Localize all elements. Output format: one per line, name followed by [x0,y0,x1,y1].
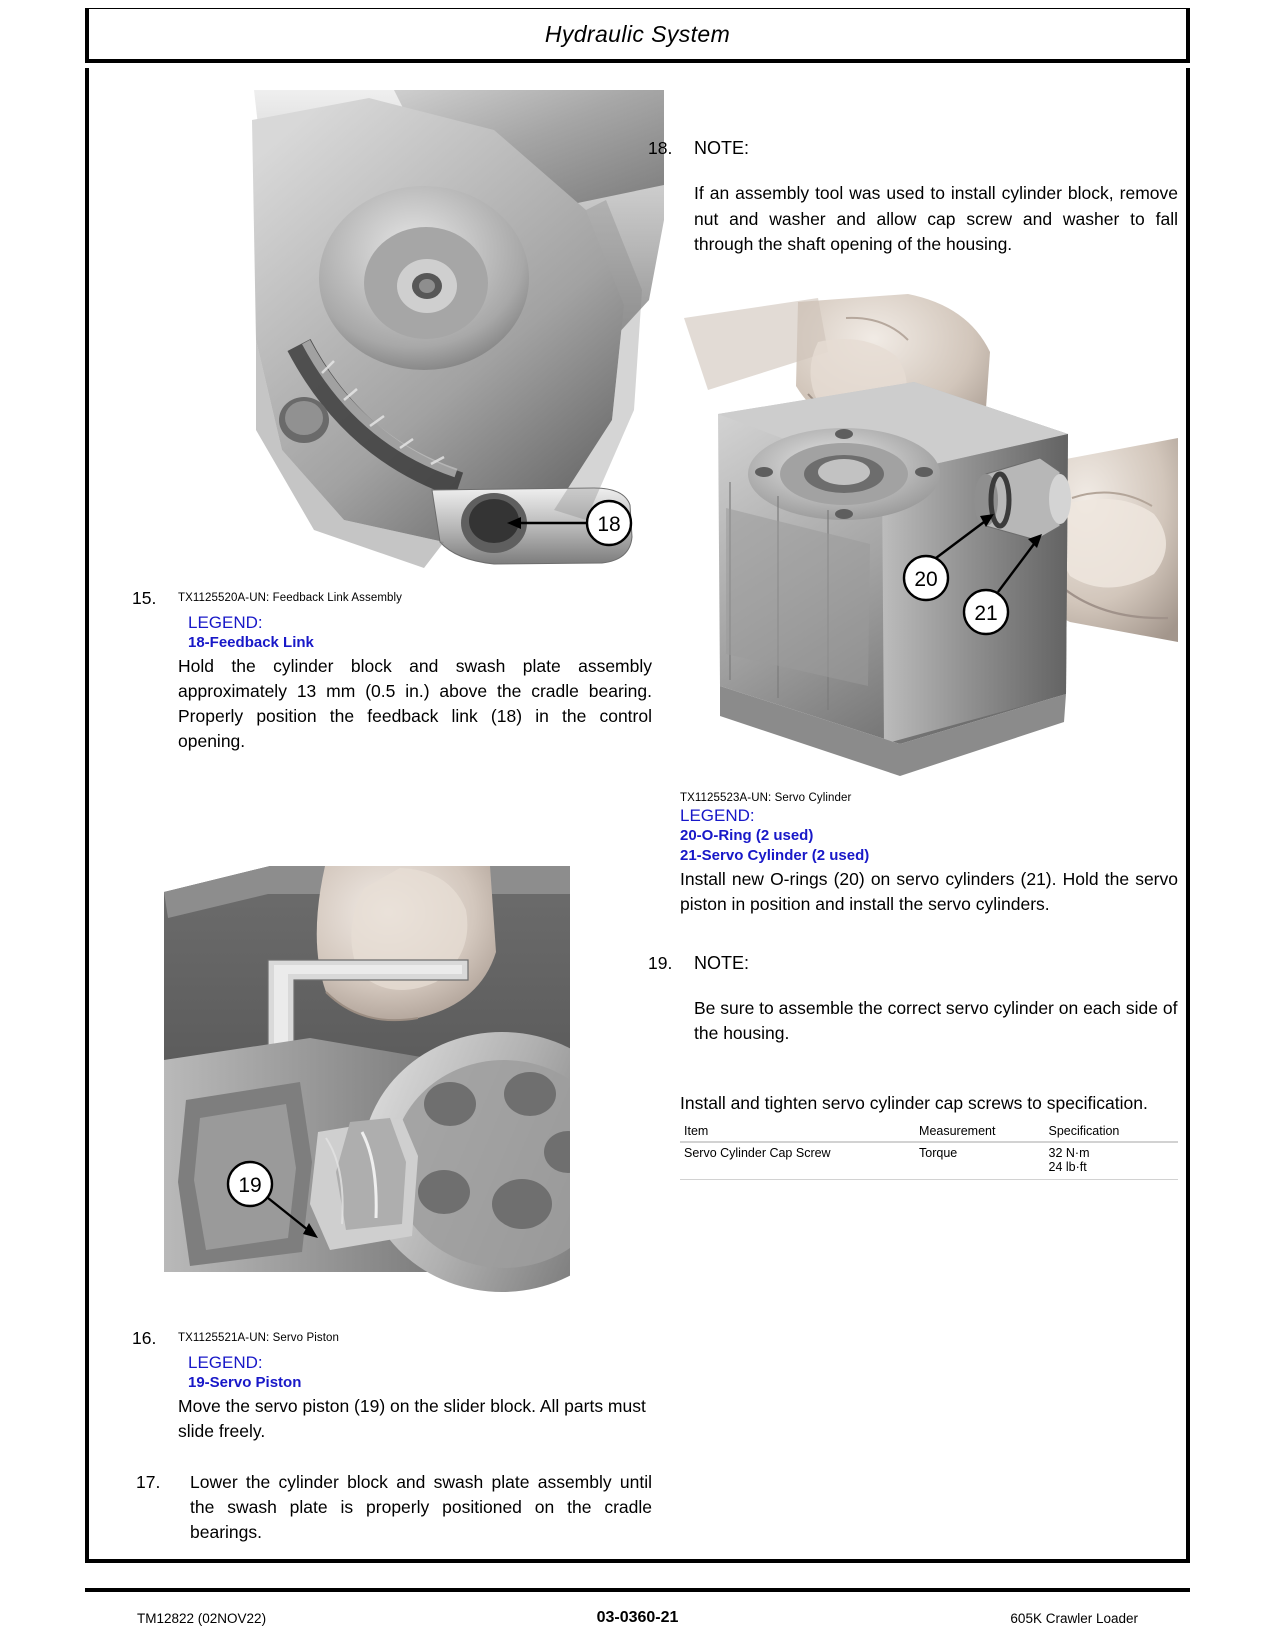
legend-item-20: 20-O-Ring (2 used) [680,826,814,844]
legend-3-text: Install new O-rings (20) on servo cylinders (21). Hold the servo piston in position and install the servo cylinders. [680,868,1178,914]
spec-imperial: 24 lb·ft [1048,1160,1087,1174]
step-18-text: If an assembly tool was used to install cylinder block, remove nut and washer and allow cap screw and washer to fall through the shaft opening of the housing. [694,183,1178,254]
servo-piston-photo [150,832,570,1312]
specification-table [680,1122,1178,1180]
page-footer [85,1598,1190,1638]
step-19 [648,951,1178,1047]
figure-servo-cylinder [668,282,1178,782]
page-title: Hydraulic System [544,20,731,47]
legend-title-2: LEGEND: [188,1353,263,1372]
svg-text:21: 21 [974,601,998,625]
step-19-text: Be sure to assemble the correct servo cylinder on each side of the housing. [694,997,1178,1043]
step-15-text: Hold the cylinder block and swash plate assembly approximately 13 mm (0.5 in.) above the cradle bearing. Properly position the feedback link (18) in the control opening. [178,656,652,751]
step-17-text: Lower the cylinder block and swash plate assembly until the swash plate is properly positioned on the cradle bearings. [190,1472,652,1542]
step-16-text: Move the servo piston (19) on the slider block. All parts must slide freely. [178,1396,646,1441]
figure-1-caption: TX1125520A-UN: Feedback Link Assembly [178,592,403,604]
legend-item-19: 19-Servo Piston [188,1374,302,1391]
step-15 [132,586,652,754]
footer-page-number: 03-0360-21 [596,1609,679,1626]
step-16-number: 16. [132,1328,157,1348]
step-19-number: 19. [648,952,673,973]
step-15-number: 15. [132,588,157,608]
page-header [85,8,1190,63]
svg-text:18: 18 [597,513,621,536]
feedback-link-photo [194,90,664,570]
col-header-item: Item [680,1122,919,1142]
table-header-row [680,1122,1178,1142]
figure-2-caption: TX1125521A-UN: Servo Piston [178,1332,340,1344]
col-header-measurement: Measurement [919,1122,1048,1142]
spec-intro-text: Install and tighten servo cylinder cap screws to specification. [680,1092,1148,1113]
legend-block-servo-cylinder [680,792,1178,917]
legend-title-1: LEGEND: [188,613,263,632]
legend-title-3: LEGEND: [680,805,755,825]
table-row [680,1142,1178,1180]
figure-3-caption: TX1125523A-UN: Servo Cylinder [680,791,852,804]
left-column [132,90,652,1545]
step-17 [136,1470,652,1545]
step-19-note-label: NOTE: [694,952,750,973]
step-17-number: 17. [136,1472,161,1492]
step-18 [648,136,1178,258]
cell-measurement: Torque [919,1142,1048,1180]
legend-item-21: 21-Servo Cylinder (2 used) [680,846,870,864]
svg-text:19: 19 [238,1174,262,1197]
footer-manual-id: TM12822 (02NOV22) [137,1610,267,1626]
step-18-note-label: NOTE: [694,138,750,158]
servo-cylinder-photo [668,282,1178,782]
col-header-specification: Specification [1049,1122,1179,1142]
cell-item: Servo Cylinder Cap Screw [680,1142,919,1180]
right-column [648,90,1178,1180]
footer-rule [85,1588,1190,1592]
figure-servo-piston [150,832,570,1312]
svg-text:20: 20 [914,567,938,591]
legend-item-18: 18-Feedback Link [188,634,314,651]
step-18-number: 18. [648,138,673,158]
spec-metric: 32 N·m [1048,1145,1090,1160]
specification-block [680,1091,1178,1180]
step-16 [132,1326,652,1444]
figure-feedback-link-assembly [194,90,664,570]
cell-specification [1049,1142,1179,1180]
footer-machine-model: 605K Crawler Loader [1010,1610,1138,1626]
